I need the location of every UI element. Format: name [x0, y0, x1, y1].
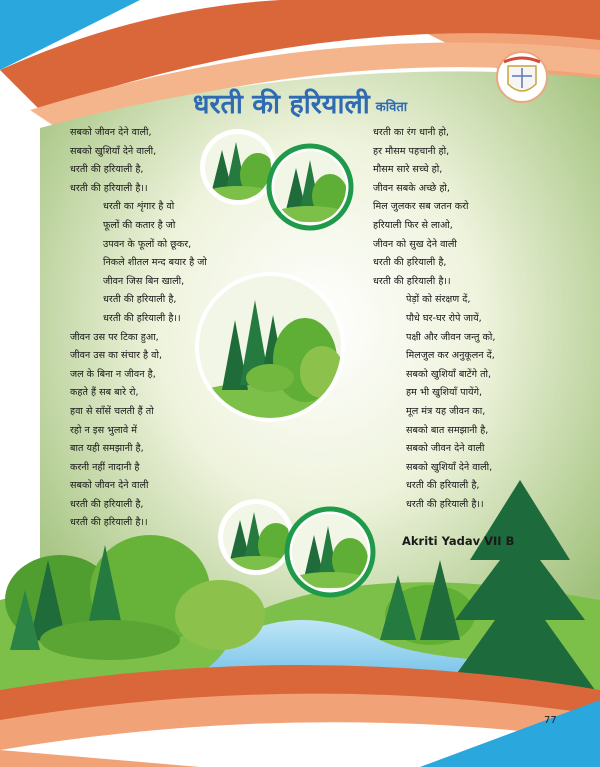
- poem-line: जीवन जिस बिन खाली,: [103, 275, 185, 287]
- poem-line: सबको बात समझानी है,: [406, 424, 489, 436]
- poem-line: धरती की हरियाली है,: [373, 257, 447, 269]
- poem-line: जल के बिना न जीवन है,: [70, 368, 156, 380]
- poem-line: धरती की हरियाली है।।: [406, 498, 484, 510]
- poem-line: धरती की हरियाली है।।: [103, 312, 181, 324]
- poem-line: धरती की हरियाली है,: [70, 164, 144, 176]
- poem-line: जीवन सबके अच्छे हो,: [373, 182, 450, 194]
- author-credit: Akriti Yadav VII B: [402, 534, 515, 548]
- poem-line: निकले शीतल मन्द बयार है जो: [103, 257, 207, 269]
- poem-line: सबको खुशियाँ बाटेंगे तो,: [406, 368, 492, 380]
- poem-line: धरती का रंग धानी हो,: [373, 127, 449, 138]
- poem-line: बात यही समझानी है,: [70, 443, 144, 455]
- poem-line: मिलजुल कर अनुकूलन दें,: [406, 350, 495, 362]
- poem-line: रहो न इस भुलावे में: [70, 424, 138, 436]
- poem-line: पौधे घर-घर रोपे जायें,: [406, 312, 482, 324]
- poem-line: सबको जीवन देने वाली,: [70, 127, 152, 138]
- forest-circle-bottom-right: [287, 509, 373, 595]
- poem-line: जीवन उस का संचार है वो,: [70, 350, 163, 362]
- poem-line: मौसम सारे सच्चे हो,: [373, 164, 443, 176]
- poem-line: कहते हैं सब बारे रो,: [70, 387, 139, 399]
- forest-circle-top-right: [269, 146, 351, 230]
- poem-line: हर मौसम पहचानी हो,: [373, 145, 450, 157]
- poem-line: धरती की हरियाली है।।: [373, 275, 451, 287]
- poem-line: पेड़ों को संरक्षण दें,: [406, 294, 471, 306]
- page-number: 77: [544, 715, 557, 726]
- poem-line: सबको जीवन देने वाली: [70, 480, 149, 492]
- poem-line: धरती की हरियाली है,: [406, 480, 480, 492]
- poem-line: धरती का शृंगार है वो: [103, 201, 175, 213]
- poem-line: जीवन उस पर टिका हुआ,: [70, 331, 159, 343]
- poem-line: उपवन के फूलों को छूकर,: [103, 238, 192, 250]
- poem-line: करनी नहीं नादानी है: [70, 461, 140, 473]
- poem-line: धरती की हरियाली है।।: [70, 517, 148, 529]
- poem-line: पक्षी और जीवन जन्तु को,: [406, 331, 496, 343]
- poem-line: मिल जुलकर सब जतन करो: [373, 201, 469, 213]
- poem-line: धरती की हरियाली है,: [70, 498, 144, 510]
- poem-title-main: धरती की हरियाली: [192, 89, 370, 120]
- poem-line: धरती की हरियाली है,: [103, 294, 177, 306]
- poem-line: हम भी खुशियाँ पायेंगे,: [406, 387, 483, 399]
- poem-left-column: [70, 124, 207, 533]
- poem-line: मूल मंत्र यह जीवन का,: [406, 405, 486, 417]
- poem-line: हरियाली फिर से लाओ,: [373, 219, 453, 231]
- poem-right-column: [373, 124, 495, 514]
- poem-line: धरती की हरियाली है।।: [70, 182, 148, 194]
- poem-line: जीवन को सुख देने वाली: [373, 238, 457, 250]
- poem-line: सबको खुशियाँ देने वाली,: [70, 145, 157, 157]
- poem-line: हवा से साँसें चलती हैं तो: [70, 405, 154, 417]
- poem-title: [0, 84, 600, 121]
- poem-line: सबको खुशियाँ देने वाली,: [406, 461, 493, 473]
- poem-line: सबको जीवन देने वाली: [406, 443, 485, 455]
- poem-line: फूलों की कतार है जो: [103, 219, 176, 231]
- poem-title-sub: कविता: [375, 99, 408, 115]
